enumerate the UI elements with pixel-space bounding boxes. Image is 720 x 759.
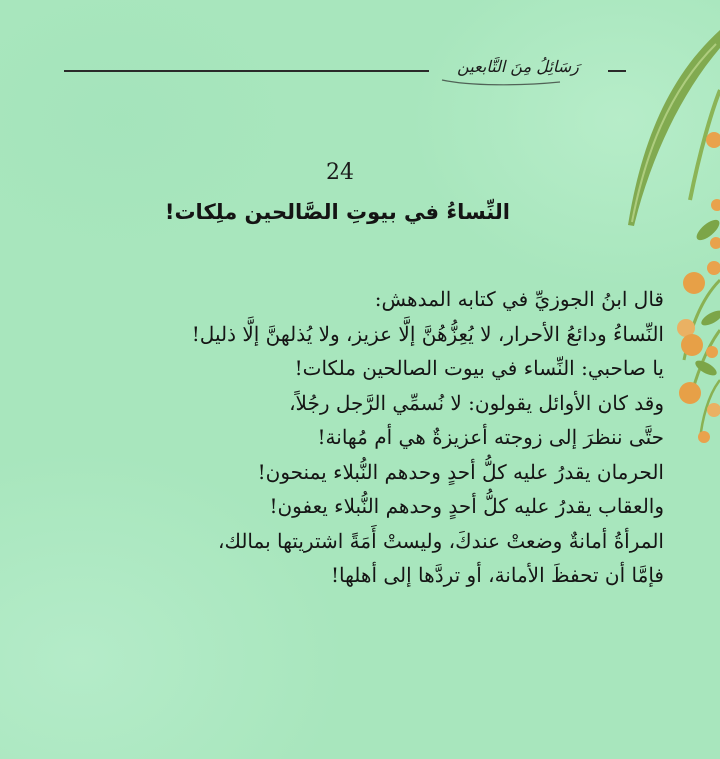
text-line: فإمَّا أن تحفظَ الأمانة، أو تردَّها إلى أهلها! [330, 563, 664, 587]
berry [711, 199, 720, 211]
chapter-number: 24 [326, 160, 354, 185]
berry [707, 261, 720, 275]
text-line: النِّساءُ ودائعُ الأحرار، لا يُعِزُّهُنَّ إلَّا عزيز، ولا يُذلهنَّ إلَّا ذليل! [191, 321, 664, 346]
text-line: يا صاحبي: النِّساء في بيوت الصالحين ملكات! [294, 356, 664, 380]
title-swash [442, 80, 560, 85]
running-title: رَسَائِلُ مِنَ التَّابعين [457, 57, 579, 76]
berry [681, 334, 703, 356]
header-rule-left [64, 70, 429, 72]
text-line: المرأةُ أمانةٌ وضعتْ عندكَ، وليستْ أَمَةً اشتريتها بمالك، [218, 528, 664, 553]
header-rule-right [608, 70, 626, 72]
berry [710, 237, 720, 249]
chapter-title: النِّساءُ في بيوتِ الصَّالحين ملِكات! [164, 200, 510, 224]
text-line: وقد كان الأوائل يقولون: لا نُسمِّي الرَّجل رجُلاً، [289, 390, 664, 415]
body-text [64, 282, 664, 593]
small-leaf [699, 308, 720, 329]
text-line: والعقاب يقدرُ عليه كلُّ أحدٍ وحدهم النُّبلاء يعفون! [269, 494, 664, 518]
berry [679, 382, 701, 404]
text-line: قال ابنُ الجوزيِّ في كتابه المدهش: [374, 287, 664, 311]
berry [683, 272, 705, 294]
berry [706, 132, 720, 148]
berry [707, 403, 720, 417]
leaf-blade-highlight [632, 44, 716, 222]
berry [706, 346, 718, 358]
text-line: الحرمان يقدرُ عليه كلُّ أحدٍ وحدهم النُّبلاء يمنحون! [257, 459, 664, 484]
text-line: حتَّى ننظرَ إلى زوجته أعزيزةٌ هي أم مُهانة! [317, 425, 664, 449]
berry [698, 431, 710, 443]
